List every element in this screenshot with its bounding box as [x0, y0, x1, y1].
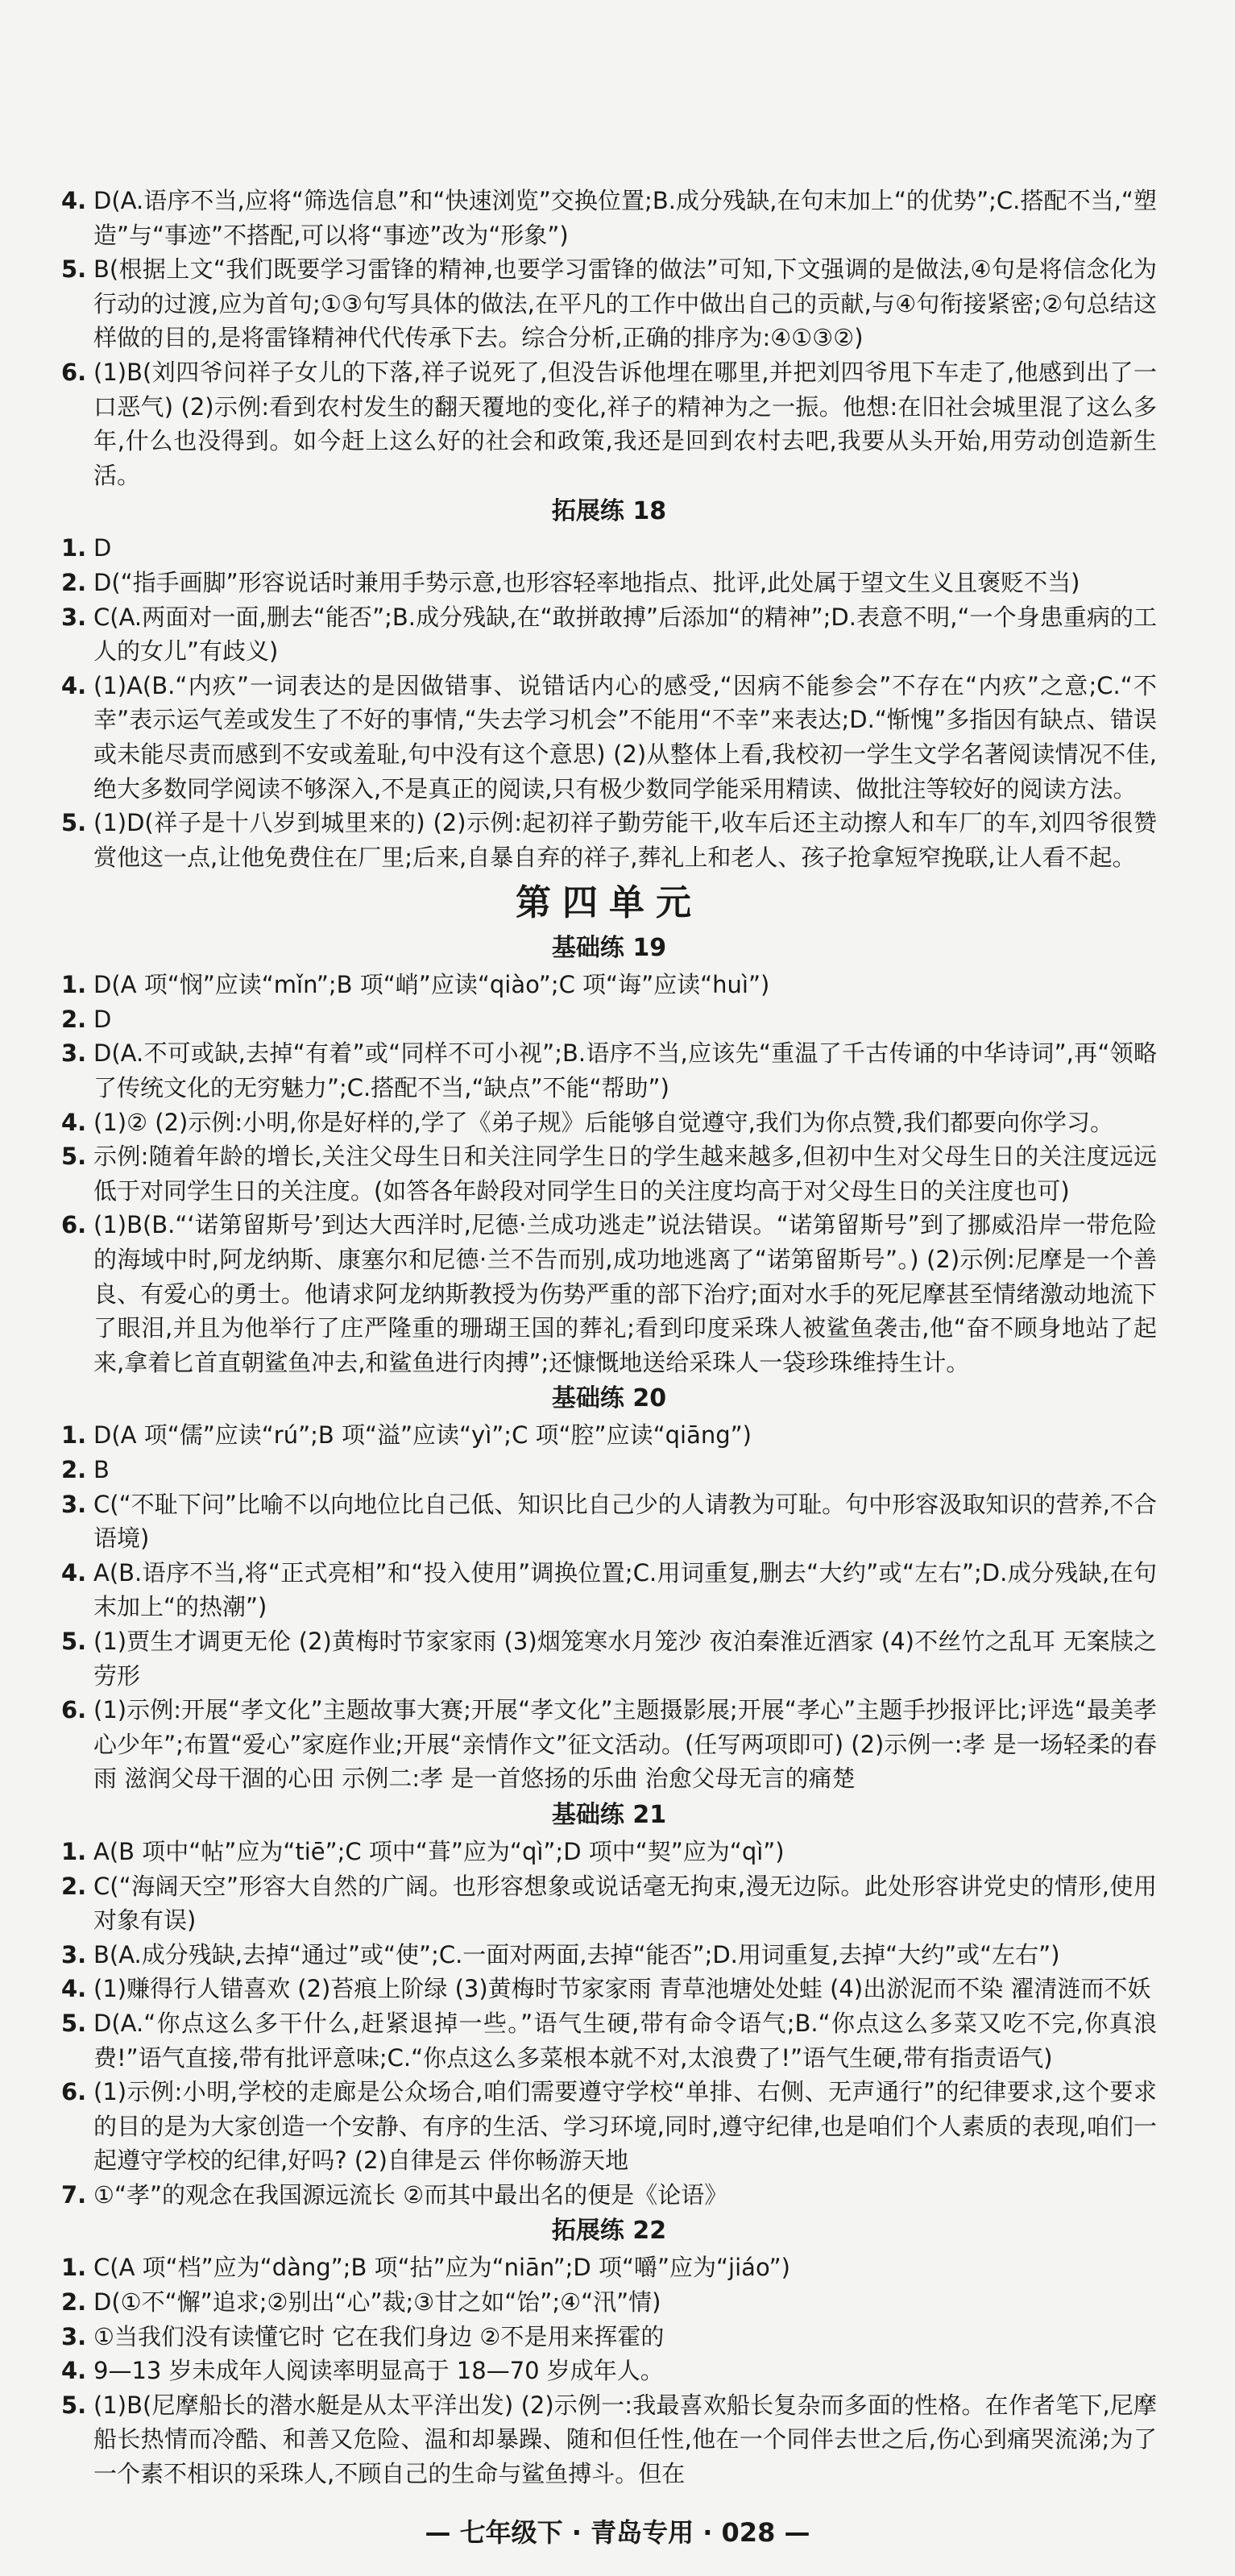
answer-text: D(A 项“儒”应读“rú”;B 项“溢”应读“yì”;C 项“腔”应读“qiāng”) [93, 1421, 752, 1450]
answer-text: 示例:随着年龄的增长,关注父母生日和关注同学生日的学生越来越多,但初中生对父母生日的关注度远远低于对同学生日的关注度。(如答各年龄段对同学生日的关注度均高于对父母生日的关注度也可) [93, 1143, 1157, 1205]
answer-text: D [93, 534, 112, 562]
answer-item [61, 2354, 1157, 2388]
answer-item [61, 1972, 1157, 2006]
answer-text: B [93, 1456, 110, 1483]
answer-item [61, 2075, 1157, 2178]
answer-text: ①“孝”的观念在我国源远流长 ②而其中最出名的便是《论语》 [93, 2180, 728, 2209]
answer-item [61, 1693, 1157, 1796]
answer-item [61, 252, 1157, 355]
answer-number: 4. [61, 671, 87, 699]
answer-number: 2. [61, 1872, 87, 1900]
answer-number: 4. [61, 187, 87, 214]
answer-number: 2. [61, 1005, 87, 1033]
answer-content [61, 184, 1157, 2491]
answer-number: 4. [61, 2357, 87, 2385]
answer-item [61, 2320, 1157, 2354]
answer-item [61, 806, 1157, 874]
answer-text: B(根据上文“我们既要学习雷锋的精神,也要学习雷锋的做法”可知,下文强调的是做法,④句是将信念化为行动的过渡,应为首句;①③句写具体的做法,在平凡的工作中做出自己的贡献,与④句衔接紧密;②句总结这样做的目的,是将雷锋精神代代传承下去。综合分析,正确的排序为:④①③②) [93, 255, 1157, 352]
answer-text: (1)② (2)示例:小明,你是好样的,学了《弟子规》后能够自觉遵守,我们为你点赞,我们都要向你学习。 [93, 1108, 1114, 1136]
answer-number: 6. [61, 1211, 87, 1239]
answer-number: 5. [61, 1143, 87, 1171]
answer-number: 5. [61, 1627, 87, 1655]
answer-number: 3. [61, 1039, 87, 1068]
answer-item [61, 566, 1157, 600]
answer-text: C(A.两面对一面,删去“能否”;B.成分残缺,在“敢拼敢搏”后添加“的精神”;D.表意不明,“一个身患重病的工人的女儿”有歧义) [93, 603, 1157, 666]
answer-text: (1)B(刘四爷问祥子女儿的下落,祥子说死了,但没告诉他埋在哪里,并把刘四爷甩下车走了,他感到出了一口恶气) (2)示例:看到农村发生的翻天覆地的变化,祥子的精神为之一振。他想:在旧社会城里混了这么多年,什么也没得到。如今赶上这么好的社会和政策,我还是回到农村去吧,我要从头开始,用劳动创造新生活。 [93, 358, 1157, 489]
answer-number: 6. [61, 358, 87, 386]
answer-number: 2. [61, 568, 87, 596]
section-title: 基础练 20 [551, 1384, 667, 1413]
answer-item [61, 1624, 1157, 1693]
answer-item [61, 2250, 1157, 2285]
answer-text: 9—13 岁未成年人阅读率明显高于 18—70 岁成年人。 [93, 2357, 664, 2385]
answer-number: 3. [61, 2322, 87, 2350]
answer-number: 7. [61, 2180, 87, 2209]
answer-text: (1)赚得行人错喜欢 (2)苔痕上阶绿 (3)黄梅时节家家雨 青草池塘处处蛙 (4)出淤泥而不染 濯清涟而不妖 [93, 1975, 1151, 2003]
answer-item [61, 1835, 1157, 1869]
answer-item [61, 2006, 1157, 2075]
answer-text: C(“不耻下问”比喻不以向地位比自己低、知识比自己少的人请教为可耻。句中形容汲取知识的营养,不合语境) [93, 1490, 1157, 1553]
answer-text: C(“海阔天空”形容大自然的广阔。也形容想象或说话毫无拘束,漫无边际。此处形容讲党史的情形,使用对象有误) [93, 1872, 1157, 1935]
section-title: 基础练 19 [551, 934, 667, 963]
answer-number: 1. [61, 1421, 87, 1450]
answer-item [61, 1418, 1157, 1453]
answer-item [61, 669, 1157, 806]
answer-text: (1)示例:小明,学校的走廊是公众场合,咱们需要遵守学校“单排、右侧、无声通行”的纪律要求,这个要求的目的是为大家创造一个安静、有序的生活、学习环境,同时,遵守纪律,也是咱们个人素质的表现,咱们一起遵守学校的纪律,好吗? (2)自律是云 伴你畅游天地 [93, 2078, 1157, 2175]
answer-item [61, 1869, 1157, 1938]
answer-number: 2. [61, 1456, 87, 1483]
answer-text: (1)A(B.“内疚”一词表达的是因做错事、说错话内心的感受,“因病不能参会”不存在“内疚”之意;C.“不幸”表示运气差或发生了不好的事情,“失去学习机会”不能用“不幸”来表达;D.“惭愧”多指因有缺点、错误或未能尽责而感到不安或羞耻,句中没有这个意思) (2)从整体上看,我校初一学生文学名著阅读情况不佳,绝大多数同学阅读不够深入,不是真正的阅读,只有极少数同学能采用精读、做批注等较好的阅读方法。 [93, 671, 1157, 803]
answer-number: 5. [61, 255, 87, 284]
answer-text: D(A.“你点这么多干什么,赶紧退掉一些。”语气生硬,带有命令语气;B.“你点这么多菜又吃不完,你真浪费!”语气直接,带有批评意味;C.“你点这么多菜根本就不对,太浪费了!”语气生硬,带有指责语气) [93, 2009, 1157, 2072]
answer-number: 5. [61, 809, 87, 837]
answer-item [61, 968, 1157, 1002]
answer-text: D [93, 1005, 112, 1033]
answer-number: 5. [61, 2009, 87, 2037]
answer-item [61, 1487, 1157, 1556]
answer-text: D(A 项“悯”应读“mǐn”;B 项“峭”应读“qiào”;C 项“诲”应读“huì”) [93, 971, 770, 999]
answer-item [61, 184, 1157, 252]
answer-number: 3. [61, 1490, 87, 1518]
answer-item [61, 1139, 1157, 1208]
page-footer: — 七年级下 · 青岛专用 · 028 — [425, 2517, 810, 2548]
unit-title: 第四单元 [516, 882, 702, 924]
section-title: 拓展练 22 [551, 2217, 667, 2246]
answer-number: 1. [61, 2254, 87, 2282]
answer-number: 6. [61, 2078, 87, 2106]
answer-number: 1. [61, 534, 87, 562]
answer-text: (1)D(祥子是十八岁到城里来的) (2)示例:起初祥子勤劳能干,收车后还主动擦人和车厂的车,刘四爷很赞赏他这一点,让他免费住在厂里;后来,自暴自弃的祥子,葬礼上和老人、孩子抢拿短窄挽联,让人看不起。 [93, 809, 1157, 871]
answer-number: 4. [61, 1975, 87, 2003]
answer-number: 1. [61, 971, 87, 999]
answer-item [61, 2388, 1157, 2491]
answer-item [61, 1938, 1157, 1972]
section-title: 拓展练 18 [551, 497, 667, 526]
answer-text: B(A.成分残缺,去掉“通过”或“使”;C.一面对两面,去掉“能否”;D.用词重复,去掉“大约”或“左右”) [93, 1940, 1060, 1968]
answer-number: 4. [61, 1108, 87, 1136]
answer-item [61, 531, 1157, 566]
answer-number: 4. [61, 1558, 87, 1587]
answer-item [61, 1105, 1157, 1140]
answer-text: (1)B(B.“‘诺第留斯号’到达大西洋时,尼德·兰成功逃走”说法错误。“诺第留斯号”到了挪威沿岸一带危险的海域中时,阿龙纳斯、康塞尔和尼德·兰不告而别,成功地逃离了“诺第留斯号”。) (2)示例:尼摩是一个善良、有爱心的勇士。他请求阿龙纳斯教授为伤势严重的部下治疗;面对水手的死尼摩甚至情绪激动地流下了眼泪,并且为他举行了庄严隆重的珊瑚王国的葬礼;看到印度采珠人被鲨鱼袭击,他“奋不顾身地站了起来,拿着匕首直朝鲨鱼冲去,和鲨鱼进行肉搏”;还慷慨地送给采珠人一袋珍珠维持生计。 [93, 1211, 1157, 1376]
answer-item [61, 600, 1157, 669]
answer-item [61, 355, 1157, 492]
answer-text: A(B 项中“帖”应为“tiē”;C 项中“葺”应为“qì”;D 项中“契”应为“qì”) [93, 1837, 785, 1865]
answer-number: 3. [61, 1940, 87, 1968]
answer-number: 5. [61, 2391, 87, 2419]
answer-text: D(A.不可或缺,去掉“有着”或“同样不可小视”;B.语序不当,应该先“重温了千古传诵的中华诗词”,再“领略了传统文化的无穷魅力”;C.搭配不当,“缺点”不能“帮助”) [93, 1039, 1157, 1102]
answer-item [61, 1208, 1157, 1379]
answer-text: ①当我们没有读懂它时 它在我们身边 ②不是用来挥霍的 [93, 2322, 665, 2350]
answer-item [61, 2285, 1157, 2320]
answer-item [61, 1453, 1157, 1487]
answer-text: (1)B(尼摩船长的潜水艇是从太平洋出发) (2)示例一:我最喜欢船长复杂而多面的性格。在作者笔下,尼摩船长热情而冷酷、和善又危险、温和却暴躁、随和但任性,他在一个同伴去世之后,伤心到痛哭流涕;为了一个素不相识的采珠人,不顾自己的生命与鲨鱼搏斗。但在 [93, 2391, 1157, 2488]
section-title: 基础练 21 [551, 1800, 667, 1829]
answer-item [61, 2178, 1157, 2213]
answer-text: A(B.语序不当,将“正式亮相”和“投入使用”调换位置;C.用词重复,删去“大约”或“左右”;D.成分残缺,在句末加上“的热潮”) [93, 1558, 1157, 1621]
answer-number: 3. [61, 603, 87, 631]
answer-item [61, 1556, 1157, 1624]
answer-text: (1)贾生才调更无伦 (2)黄梅时节家家雨 (3)烟笼寒水月笼沙 夜泊秦淮近酒家 (4)不丝竹之乱耳 无案牍之劳形 [93, 1627, 1157, 1690]
answer-text: C(A 项“档”应为“dàng”;B 项“拈”应为“niān”;D 项“嚼”应为“jiáo”) [93, 2254, 790, 2282]
answer-text: D(①不“懈”追求;②别出“心”裁;③甘之如“饴”;④“汛”情) [93, 2288, 661, 2317]
answer-number: 2. [61, 2288, 87, 2317]
answer-item [61, 1002, 1157, 1037]
answer-text: D(“指手画脚”形容说话时兼用手势示意,也形容轻率地指点、批评,此处属于望文生义且褒贬不当) [93, 568, 1080, 596]
answer-item [61, 1036, 1157, 1105]
answer-text: D(A.语序不当,应将“筛选信息”和“快速浏览”交换位置;B.成分残缺,在句末加上“的优势”;C.搭配不当,“塑造”与“事迹”不搭配,可以将“事迹”改为“形象”) [93, 187, 1157, 249]
answer-number: 1. [61, 1837, 87, 1865]
answer-text: (1)示例:开展“孝文化”主题故事大赛;开展“孝文化”主题摄影展;开展“孝心”主题手抄报评比;评选“最美孝心少年”;布置“爱心”家庭作业;开展“亲情作文”征文活动。(任写两项即可) (2)示例一:孝 是一场轻柔的春雨 滋润父母干涸的心田 示例二:孝 是一首悠扬的乐曲 治愈父母无言的痛楚 [93, 1696, 1157, 1793]
answer-number: 6. [61, 1696, 87, 1724]
